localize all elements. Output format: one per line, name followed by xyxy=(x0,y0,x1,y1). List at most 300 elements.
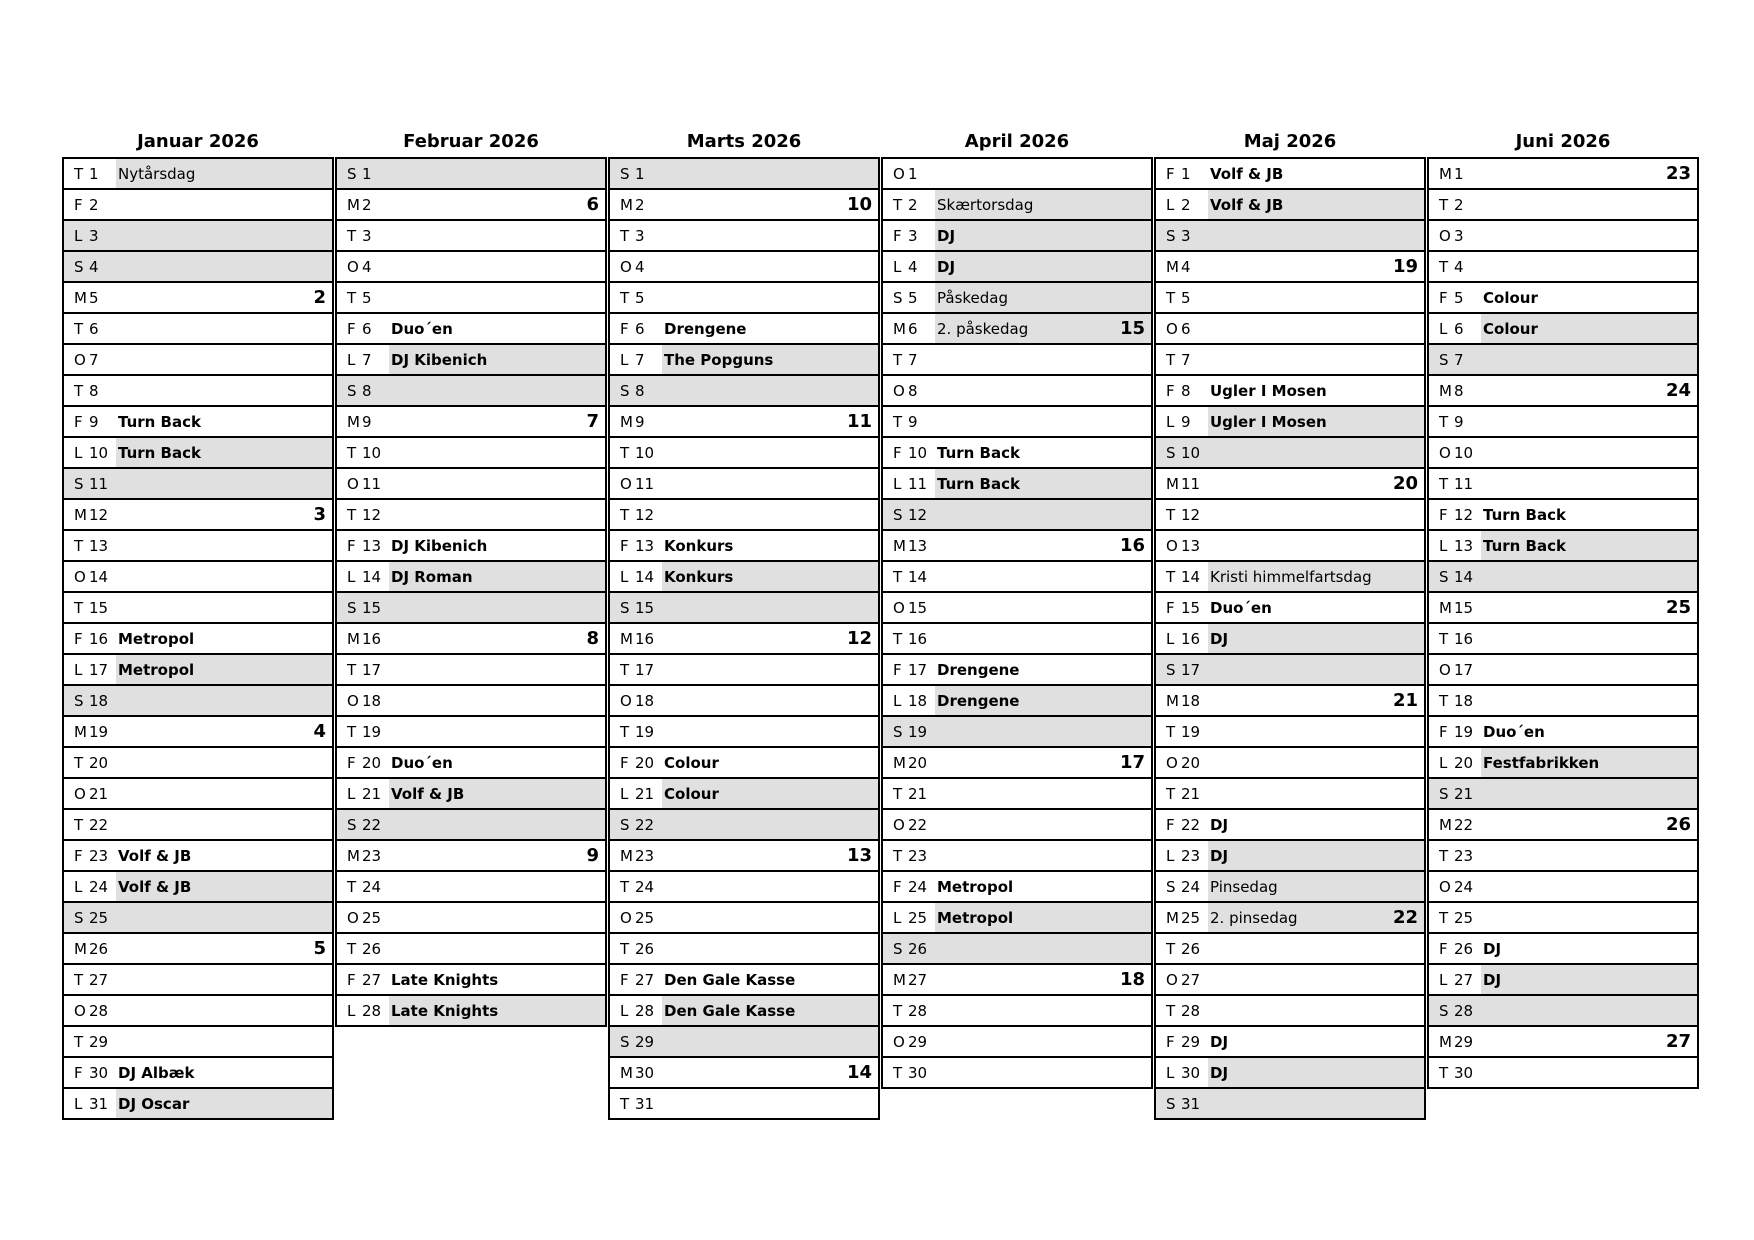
day-label xyxy=(337,376,389,405)
day-row xyxy=(64,283,332,314)
day-row xyxy=(610,624,878,655)
day-label xyxy=(337,748,389,777)
weekday-letter: O xyxy=(620,691,632,710)
day-number: 19 xyxy=(1181,722,1201,741)
week-number: 4 xyxy=(313,721,326,742)
weekday-letter: F xyxy=(74,412,83,431)
day-label xyxy=(1429,934,1481,963)
day-row xyxy=(64,562,332,593)
weekday-letter: S xyxy=(893,939,903,958)
day-number: 25 xyxy=(1181,908,1201,927)
day-number: 15 xyxy=(635,598,655,617)
day-label xyxy=(337,283,389,312)
day-row xyxy=(337,717,605,748)
event-name: DJ xyxy=(937,257,956,276)
day-label xyxy=(1156,655,1208,684)
day-row xyxy=(1156,407,1424,438)
weekday-letter: T xyxy=(1439,846,1449,865)
day-number: 12 xyxy=(635,505,655,524)
day-row xyxy=(1156,841,1424,872)
event-name: Metropol xyxy=(937,908,1014,927)
event-name: Den Gale Kasse xyxy=(664,1001,796,1020)
day-label xyxy=(1429,655,1481,684)
event-name: The Popguns xyxy=(664,350,774,369)
day-row xyxy=(64,872,332,903)
day-label xyxy=(1429,593,1481,622)
day-label xyxy=(64,500,116,529)
weekday-letter: O xyxy=(74,784,86,803)
day-number: 21 xyxy=(89,784,109,803)
day-number: 15 xyxy=(1454,598,1474,617)
day-row xyxy=(337,903,605,934)
day-row xyxy=(337,934,605,965)
weekday-letter: T xyxy=(1439,629,1449,648)
weekday-letter: T xyxy=(620,877,630,896)
day-label xyxy=(64,655,116,684)
weekday-letter: O xyxy=(893,815,905,834)
day-number: 18 xyxy=(362,691,382,710)
day-number: 14 xyxy=(89,567,109,586)
weekday-letter: M xyxy=(74,722,87,741)
event-name: Festfabrikken xyxy=(1483,753,1600,772)
month-column-january xyxy=(62,126,334,1120)
weekday-letter: T xyxy=(620,226,630,245)
weekday-letter: T xyxy=(347,443,357,462)
day-number: 7 xyxy=(1181,350,1191,369)
event-name: Konkurs xyxy=(664,567,734,586)
day-row xyxy=(337,314,605,345)
day-row xyxy=(883,841,1151,872)
day-row xyxy=(1429,872,1697,903)
day-label xyxy=(883,934,935,963)
day-number: 29 xyxy=(908,1032,928,1051)
day-label xyxy=(883,872,935,901)
day-label xyxy=(1429,314,1481,343)
day-label xyxy=(64,593,116,622)
day-row xyxy=(610,779,878,810)
day-label xyxy=(64,934,116,963)
day-row xyxy=(337,562,605,593)
day-number: 17 xyxy=(635,660,655,679)
week-number: 16 xyxy=(1119,535,1145,556)
weekday-letter: T xyxy=(74,381,84,400)
day-row xyxy=(1429,438,1697,469)
day-label xyxy=(1429,686,1481,715)
weekday-letter: S xyxy=(1439,350,1449,369)
weekday-letter: T xyxy=(74,815,84,834)
day-label xyxy=(1429,252,1481,281)
weekday-letter: M xyxy=(1166,257,1179,276)
day-row xyxy=(64,221,332,252)
weekday-letter: F xyxy=(1439,722,1448,741)
day-label xyxy=(64,469,116,498)
weekday-letter: T xyxy=(1166,567,1176,586)
week-number: 20 xyxy=(1392,473,1418,494)
day-row xyxy=(337,841,605,872)
day-number: 28 xyxy=(89,1001,109,1020)
event-name: Late Knights xyxy=(391,1001,499,1020)
weekday-letter: O xyxy=(1166,536,1178,555)
day-row xyxy=(1156,469,1424,500)
holiday-name: Påskedag xyxy=(937,288,1008,307)
day-row xyxy=(1429,593,1697,624)
day-number: 16 xyxy=(635,629,655,648)
day-label xyxy=(1156,190,1208,219)
weekday-letter: O xyxy=(74,1001,86,1020)
day-row xyxy=(64,810,332,841)
day-row xyxy=(610,748,878,779)
day-row xyxy=(64,190,332,221)
day-label xyxy=(883,159,935,188)
day-label xyxy=(610,1089,662,1118)
month-column-february xyxy=(335,126,607,1027)
day-number: 22 xyxy=(362,815,382,834)
day-row xyxy=(337,283,605,314)
weekday-letter: F xyxy=(620,753,629,772)
weekday-letter: F xyxy=(893,226,902,245)
day-row xyxy=(610,345,878,376)
day-row xyxy=(883,252,1151,283)
day-number: 1 xyxy=(1454,164,1464,183)
day-number: 26 xyxy=(1454,939,1474,958)
day-row xyxy=(883,934,1151,965)
day-row xyxy=(1156,190,1424,221)
day-row xyxy=(64,686,332,717)
day-row xyxy=(610,376,878,407)
day-number: 15 xyxy=(908,598,928,617)
weekday-letter: L xyxy=(74,226,83,245)
day-number: 7 xyxy=(362,350,372,369)
day-label xyxy=(610,748,662,777)
event-name: Ugler I Mosen xyxy=(1210,381,1327,400)
weekday-letter: L xyxy=(1166,846,1175,865)
weekday-letter: T xyxy=(347,226,357,245)
day-label xyxy=(64,965,116,994)
day-label xyxy=(64,314,116,343)
event-name: Colour xyxy=(1483,319,1538,338)
day-label xyxy=(1429,407,1481,436)
event-name: Drengene xyxy=(937,660,1020,679)
day-number: 22 xyxy=(1181,815,1201,834)
day-label xyxy=(883,469,935,498)
day-row xyxy=(1429,903,1697,934)
weekday-letter: T xyxy=(1166,784,1176,803)
week-number: 24 xyxy=(1665,380,1691,401)
day-label xyxy=(337,965,389,994)
event-name: Metropol xyxy=(118,629,195,648)
weekday-letter: O xyxy=(620,908,632,927)
day-number: 3 xyxy=(1454,226,1464,245)
day-label xyxy=(883,314,935,343)
day-number: 22 xyxy=(89,815,109,834)
day-number: 20 xyxy=(1454,753,1474,772)
weekday-letter: T xyxy=(74,164,84,183)
day-number: 17 xyxy=(908,660,928,679)
event-name: DJ xyxy=(1483,970,1502,989)
day-row xyxy=(64,1058,332,1089)
day-label xyxy=(1156,593,1208,622)
weekday-letter: L xyxy=(347,1001,356,1020)
day-label xyxy=(1156,314,1208,343)
weekday-letter: T xyxy=(893,1001,903,1020)
day-label xyxy=(64,686,116,715)
day-label xyxy=(1429,841,1481,870)
day-row xyxy=(610,221,878,252)
day-row xyxy=(337,190,605,221)
event-name: Late Knights xyxy=(391,970,499,989)
day-row xyxy=(64,624,332,655)
day-row xyxy=(64,748,332,779)
event-name: Turn Back xyxy=(937,443,1020,462)
day-number: 28 xyxy=(635,1001,655,1020)
weekday-letter: L xyxy=(1166,1063,1175,1082)
day-row xyxy=(64,345,332,376)
day-number: 8 xyxy=(89,381,99,400)
day-number: 16 xyxy=(1181,629,1201,648)
day-number: 13 xyxy=(908,536,928,555)
month-column-april xyxy=(881,126,1153,1089)
day-row xyxy=(64,314,332,345)
day-row xyxy=(610,841,878,872)
day-label xyxy=(883,748,935,777)
weekday-letter: S xyxy=(74,257,84,276)
day-number: 30 xyxy=(1181,1063,1201,1082)
day-row xyxy=(337,872,605,903)
weekday-letter: L xyxy=(620,567,629,586)
day-number: 18 xyxy=(1181,691,1201,710)
day-label xyxy=(883,841,935,870)
day-list xyxy=(62,157,334,1120)
day-label xyxy=(64,252,116,281)
day-row xyxy=(610,717,878,748)
event-name: Turn Back xyxy=(118,412,201,431)
day-number: 18 xyxy=(635,691,655,710)
day-label xyxy=(1156,500,1208,529)
event-name: Duo´en xyxy=(391,319,453,338)
week-number: 12 xyxy=(846,628,872,649)
day-label xyxy=(64,159,116,188)
day-row xyxy=(1156,345,1424,376)
day-row xyxy=(1429,500,1697,531)
day-label xyxy=(64,345,116,374)
day-label xyxy=(883,376,935,405)
month-title: Februar 2026 xyxy=(403,131,539,152)
weekday-letter: T xyxy=(620,288,630,307)
day-label xyxy=(1429,469,1481,498)
weekday-letter: S xyxy=(347,598,357,617)
day-number: 4 xyxy=(908,257,918,276)
weekday-letter: F xyxy=(347,970,356,989)
day-label xyxy=(610,221,662,250)
day-number: 27 xyxy=(908,970,928,989)
day-number: 15 xyxy=(1181,598,1201,617)
weekday-letter: S xyxy=(1166,226,1176,245)
day-row xyxy=(610,314,878,345)
day-row xyxy=(1156,1089,1424,1120)
day-number: 7 xyxy=(635,350,645,369)
day-row xyxy=(883,872,1151,903)
day-label xyxy=(883,345,935,374)
day-number: 29 xyxy=(635,1032,655,1051)
day-number: 15 xyxy=(362,598,382,617)
day-number: 27 xyxy=(1181,970,1201,989)
weekday-letter: O xyxy=(1439,660,1451,679)
weekday-letter: F xyxy=(1439,288,1448,307)
day-number: 11 xyxy=(1181,474,1201,493)
weekday-letter: T xyxy=(1166,350,1176,369)
event-name: Drengene xyxy=(937,691,1020,710)
weekday-letter: T xyxy=(893,629,903,648)
day-label xyxy=(610,407,662,436)
day-label xyxy=(1156,624,1208,653)
day-label xyxy=(64,283,116,312)
day-label xyxy=(883,593,935,622)
day-label xyxy=(610,686,662,715)
day-number: 4 xyxy=(1454,257,1464,276)
day-label xyxy=(610,283,662,312)
day-row xyxy=(1156,872,1424,903)
weekday-letter: F xyxy=(347,319,356,338)
day-label xyxy=(337,562,389,591)
day-label xyxy=(883,190,935,219)
day-label xyxy=(64,190,116,219)
weekday-letter: M xyxy=(620,846,633,865)
weekday-letter: S xyxy=(1166,1094,1176,1113)
event-name: DJ xyxy=(937,226,956,245)
weekday-letter: T xyxy=(1166,722,1176,741)
day-number: 13 xyxy=(635,536,655,555)
day-row xyxy=(883,903,1151,934)
weekday-letter: M xyxy=(893,319,906,338)
day-label xyxy=(883,810,935,839)
day-label xyxy=(337,624,389,653)
day-label xyxy=(610,965,662,994)
day-row xyxy=(883,190,1151,221)
weekday-letter: L xyxy=(1166,629,1175,648)
event-name: Drengene xyxy=(664,319,747,338)
day-label xyxy=(64,717,116,746)
weekday-letter: M xyxy=(347,195,360,214)
day-number: 2 xyxy=(362,195,372,214)
day-row xyxy=(1429,810,1697,841)
day-label xyxy=(1156,562,1208,591)
event-name: Volf & JB xyxy=(391,784,465,803)
day-number: 19 xyxy=(908,722,928,741)
weekday-letter: T xyxy=(893,350,903,369)
day-row xyxy=(1429,934,1697,965)
weekday-letter: T xyxy=(1439,195,1449,214)
day-row xyxy=(883,655,1151,686)
weekday-letter: M xyxy=(1439,598,1452,617)
day-number: 11 xyxy=(1454,474,1474,493)
day-row xyxy=(1429,779,1697,810)
weekday-letter: S xyxy=(347,815,357,834)
event-name: Konkurs xyxy=(664,536,734,555)
day-row xyxy=(1156,376,1424,407)
day-row xyxy=(1429,562,1697,593)
event-name: Volf & JB xyxy=(1210,195,1284,214)
day-row xyxy=(64,252,332,283)
day-row xyxy=(337,779,605,810)
weekday-letter: F xyxy=(1166,598,1175,617)
day-number: 11 xyxy=(908,474,928,493)
day-number: 3 xyxy=(362,226,372,245)
day-label xyxy=(1156,779,1208,808)
day-number: 25 xyxy=(362,908,382,927)
weekday-letter: T xyxy=(74,536,84,555)
day-number: 2 xyxy=(908,195,918,214)
event-name: Turn Back xyxy=(1483,505,1566,524)
day-label xyxy=(337,407,389,436)
day-label xyxy=(610,810,662,839)
weekday-letter: T xyxy=(1439,257,1449,276)
day-number: 28 xyxy=(362,1001,382,1020)
day-row xyxy=(64,407,332,438)
day-label xyxy=(1156,531,1208,560)
weekday-letter: T xyxy=(347,660,357,679)
day-number: 18 xyxy=(908,691,928,710)
day-number: 8 xyxy=(635,381,645,400)
day-number: 22 xyxy=(635,815,655,834)
day-label xyxy=(337,593,389,622)
day-label xyxy=(610,717,662,746)
day-row xyxy=(610,469,878,500)
day-label xyxy=(337,345,389,374)
day-row xyxy=(337,531,605,562)
day-label xyxy=(883,686,935,715)
day-number: 1 xyxy=(362,164,372,183)
weekday-letter: T xyxy=(1439,1063,1449,1082)
day-number: 26 xyxy=(362,939,382,958)
day-row xyxy=(337,965,605,996)
day-row xyxy=(337,500,605,531)
day-label xyxy=(883,996,935,1025)
event-name: DJ Kibenich xyxy=(391,536,488,555)
day-number: 5 xyxy=(89,288,99,307)
day-number: 28 xyxy=(1181,1001,1201,1020)
day-number: 12 xyxy=(1454,505,1474,524)
day-row xyxy=(883,345,1151,376)
weekday-letter: L xyxy=(74,660,83,679)
day-number: 26 xyxy=(635,939,655,958)
weekday-letter: M xyxy=(1166,908,1179,927)
day-row xyxy=(610,1089,878,1120)
weekday-letter: T xyxy=(1439,691,1449,710)
day-number: 19 xyxy=(362,722,382,741)
day-label xyxy=(1156,407,1208,436)
day-label xyxy=(610,159,662,188)
day-number: 10 xyxy=(908,443,928,462)
day-number: 9 xyxy=(362,412,372,431)
day-label xyxy=(1429,996,1481,1025)
weekday-letter: F xyxy=(74,629,83,648)
weekday-letter: S xyxy=(1439,784,1449,803)
day-label xyxy=(1156,221,1208,250)
day-row xyxy=(64,593,332,624)
day-label xyxy=(337,531,389,560)
day-label xyxy=(337,996,389,1025)
weekday-letter: L xyxy=(74,877,83,896)
event-name: Volf & JB xyxy=(118,846,192,865)
weekday-letter: L xyxy=(74,443,83,462)
day-label xyxy=(1429,810,1481,839)
weekday-letter: L xyxy=(893,257,902,276)
day-number: 23 xyxy=(908,846,928,865)
day-number: 21 xyxy=(1454,784,1474,803)
day-number: 21 xyxy=(635,784,655,803)
weekday-letter: S xyxy=(1439,1001,1449,1020)
weekday-letter: T xyxy=(347,505,357,524)
